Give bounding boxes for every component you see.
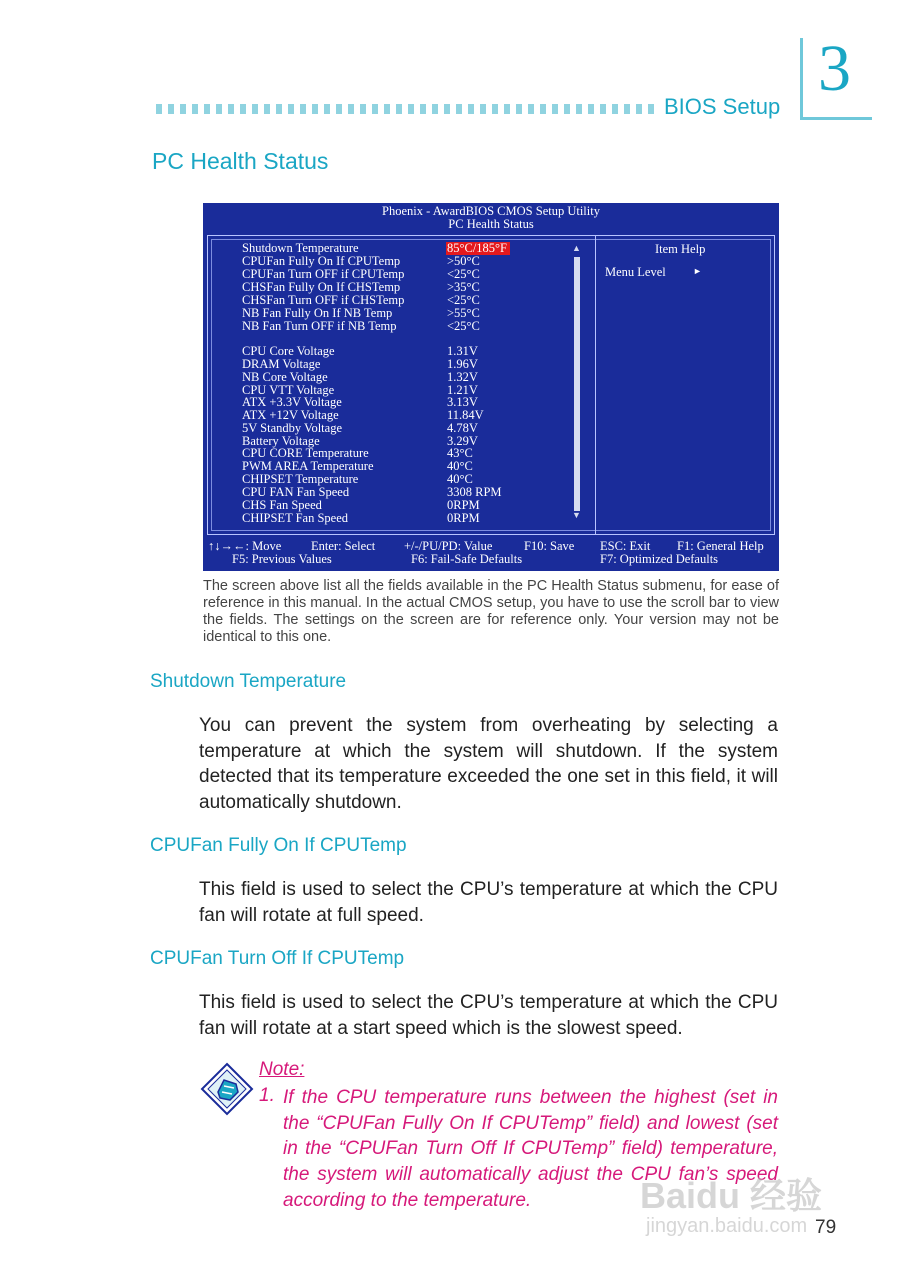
field-value[interactable]: <25°C [447,293,480,307]
field-value-selected[interactable]: 85°C/185°F [446,242,510,255]
field-value: 43°C [447,446,473,460]
field-label: CHSFan Fully On If CHSTemp [242,280,401,294]
field-label: Shutdown Temperature [242,241,359,255]
bios-title: Phoenix - AwardBIOS CMOS Setup Utility [382,204,600,218]
page-number: 79 [815,1217,837,1238]
item-help-heading: Item Help [655,242,706,256]
field-label: NB Fan Fully On If NB Temp [242,306,393,320]
note-text: If the CPU temperature runs between the highest (set in the “CPUFan Fully On If CPUTemp” field) and lowest (set in the “CPUFan Turn Off If CPUTemp” field) temperature, the system will automatically adjust the CPU fan’s speed according to the temperature. [283,1087,778,1211]
field-label: ATX +12V Voltage [242,408,339,422]
field-value: 40°C [447,459,473,473]
field-value: 40°C [447,472,473,486]
watermark-brand: Baidu 经验 [640,1175,823,1216]
page-title: PC Health Status [152,148,329,174]
watermark-url: jingyan.baidu.com [646,1215,808,1237]
key-fail-safe: F6: Fail-Safe Defaults [411,552,523,566]
field-label: 5V Standby Voltage [242,421,343,435]
field-label: CPUFan Turn OFF if CPUTemp [242,267,405,281]
note-hand-icon [200,1062,254,1116]
key-previous-values: F5: Previous Values [232,552,332,566]
field-label: PWM AREA Temperature [242,459,374,473]
field-value[interactable]: >55°C [447,306,480,320]
menu-level-label: Menu Level [605,265,666,279]
field-value: 1.31V [447,344,478,358]
key-value: +/-/PU/PD: Value [404,539,493,553]
menu-level-arrow-icon: ► [693,266,702,276]
field-label: NB Core Voltage [242,370,328,384]
field-label: CPU VTT Voltage [242,383,335,397]
field-value: 0RPM [447,498,480,512]
field-label: CHSFan Turn OFF if CHSTemp [242,293,405,307]
field-label: NB Fan Turn OFF if NB Temp [242,319,397,333]
heading-shutdown-temperature: Shutdown Temperature [150,671,347,692]
field-value[interactable]: >50°C [447,254,480,268]
field-value[interactable]: >35°C [447,280,480,294]
key-optimized: F7: Optimized Defaults [600,552,719,566]
field-label: CHIPSET Fan Speed [242,511,349,525]
note-title: Note: [259,1059,305,1080]
field-value: 3.29V [447,434,478,448]
key-exit: ESC: Exit [600,539,651,553]
paragraph-shutdown-temperature: You can prevent the system from overheating by selecting a temperature at which the system will shutdown. If the system detected that its temperature exceeded the one set in this field, it will automatically shutdown. [199,715,778,814]
field-label: ATX +3.3V Voltage [242,395,342,409]
paragraph-cpufan-turn-off: This field is used to select the CPU’s temperature at which the CPU fan will rotate at a start speed which is the slowest speed. [199,992,778,1039]
chapter-number: 3 [818,32,851,105]
field-value: 4.78V [447,421,478,435]
field-label: CHIPSET Temperature [242,472,359,486]
note-number: 1. [259,1085,275,1106]
paragraph-cpufan-fully-on: This field is used to select the CPU’s temperature at which the CPU fan will rotate at full speed. [199,879,778,926]
bios-screen [203,203,779,571]
header-dotted-rule [156,104,656,114]
field-value: 3.13V [447,395,478,409]
field-label: CPU CORE Temperature [242,446,369,460]
scroll-up-icon[interactable]: ▲ [572,243,581,253]
scrollbar[interactable] [574,257,580,511]
field-value: 11.84V [447,408,484,422]
figure-caption: The screen above list all the fields available in the PC Health Status submenu, for ease of reference in this manual. In the actual CMOS setup, you have to use the scroll bar to view the fields. The settings on the screen are for reference only. Your version may not be identical to this one. [203,578,779,645]
field-label: CPU FAN Fan Speed [242,485,350,499]
section-title: BIOS Setup [664,94,781,119]
bios-subtitle: PC Health Status [448,217,534,231]
field-label: CPU Core Voltage [242,344,335,358]
field-value: 0RPM [447,511,480,525]
key-select: Enter: Select [311,539,376,553]
field-label: CPUFan Fully On If CPUTemp [242,254,401,268]
bios-field-row[interactable] [242,320,592,333]
heading-cpufan-turn-off: CPUFan Turn Off If CPUTemp [150,948,405,969]
key-move: ↑↓→←: Move [208,539,282,553]
field-value: 1.96V [447,357,478,371]
field-label: Battery Voltage [242,434,320,448]
field-value[interactable]: <25°C [447,267,480,281]
field-value: 3308 RPM [447,485,502,499]
field-value: 1.32V [447,370,478,384]
field-value[interactable]: <25°C [447,319,480,333]
scroll-down-icon[interactable]: ▼ [572,510,581,520]
bios-readout-row [242,512,592,525]
key-help: F1: General Help [677,539,764,553]
bios-divider [595,235,596,535]
heading-cpufan-fully-on: CPUFan Fully On If CPUTemp [150,835,407,856]
key-save: F10: Save [524,539,575,553]
field-label: CHS Fan Speed [242,498,322,512]
field-value: 1.21V [447,383,478,397]
field-label: DRAM Voltage [242,357,321,371]
